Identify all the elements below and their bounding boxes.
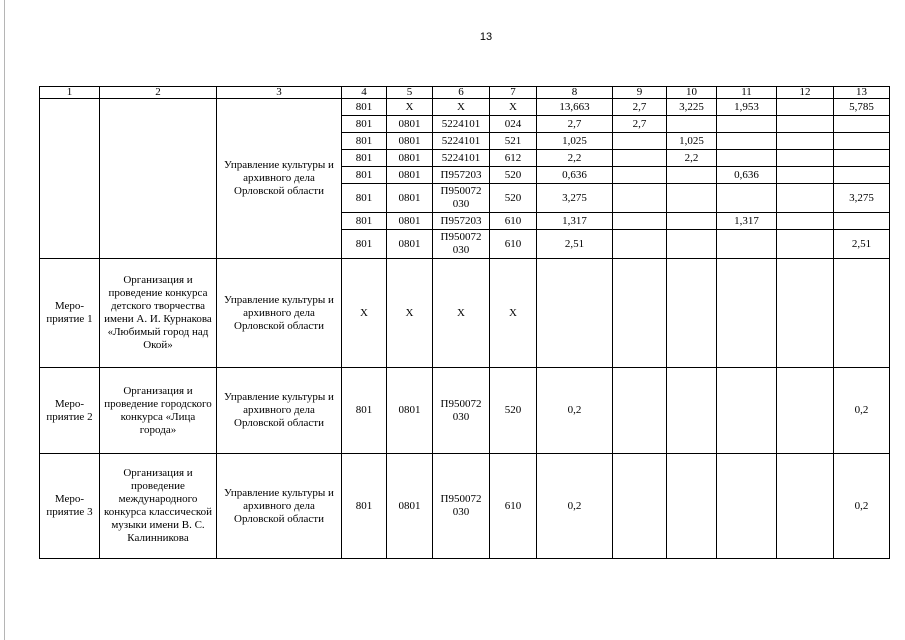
data-cell: 520 [490,184,537,213]
data-cell: 801 [342,133,387,150]
data-cell [717,368,777,454]
data-cell: 2,51 [834,230,890,259]
data-cell: 801 [342,184,387,213]
data-cell: 0,636 [537,167,613,184]
data-cell [834,167,890,184]
data-cell: X [490,259,537,368]
data-cell: 2,2 [537,150,613,167]
data-cell: П950072 030 [433,368,490,454]
data-cell [777,150,834,167]
data-cell [613,167,667,184]
data-cell: 521 [490,133,537,150]
data-cell [777,99,834,116]
data-cell [667,230,717,259]
data-cell: 801 [342,116,387,133]
data-cell: П957203 [433,167,490,184]
data-cell: 610 [490,213,537,230]
data-cell: 1,317 [537,213,613,230]
data-cell [717,230,777,259]
executor-cell: Управление культуры и архивного дела Орловской области [217,368,342,454]
header-cell: 9 [613,87,667,99]
data-cell [667,184,717,213]
data-cell: 2,51 [537,230,613,259]
data-cell: X [490,99,537,116]
data-cell [777,213,834,230]
data-cell: 801 [342,167,387,184]
data-cell: 1,025 [667,133,717,150]
data-cell [667,454,717,559]
measure-name-cell: Организация и проведение городского конкурса «Лица города» [100,368,217,454]
data-cell [717,150,777,167]
data-cell [777,230,834,259]
data-cell [777,259,834,368]
data-cell: 0,2 [834,368,890,454]
data-cell: 520 [490,368,537,454]
data-cell: 0801 [387,213,433,230]
data-cell [777,133,834,150]
data-cell [834,259,890,368]
data-cell: П950072 030 [433,184,490,213]
data-cell: 5,785 [834,99,890,116]
data-cell: 2,7 [537,116,613,133]
table-body [40,87,890,559]
header-cell: 10 [667,87,717,99]
data-cell [613,259,667,368]
data-cell [834,133,890,150]
data-cell: 5224101 [433,116,490,133]
header-cell: 12 [777,87,834,99]
data-cell: 0,2 [537,454,613,559]
data-cell [717,116,777,133]
data-cell [717,184,777,213]
data-cell [777,167,834,184]
data-cell: 0801 [387,116,433,133]
data-cell: 610 [490,230,537,259]
header-cell: 4 [342,87,387,99]
data-cell: 0,2 [834,454,890,559]
page-edge-line [4,0,5,640]
header-cell: 8 [537,87,613,99]
data-cell [717,259,777,368]
data-cell: 0,2 [537,368,613,454]
data-cell [613,368,667,454]
data-cell: 5224101 [433,133,490,150]
budget-table [39,86,890,559]
data-cell [667,259,717,368]
data-cell: 0801 [387,133,433,150]
data-cell [667,368,717,454]
header-cell: 2 [100,87,217,99]
data-cell: X [387,259,433,368]
data-cell [667,213,717,230]
data-cell [613,230,667,259]
measure-name-cell: Организация и проведение международного конкурса классической музыки имени В. С. Калинникова [100,454,217,559]
data-cell: 0801 [387,184,433,213]
data-cell: 2,7 [613,99,667,116]
data-cell [777,368,834,454]
data-cell: 0801 [387,454,433,559]
executor-cell: Управление культуры и архивного дела Орловской области [217,454,342,559]
data-cell: 1,317 [717,213,777,230]
data-cell: X [342,259,387,368]
measure-label-cell [40,99,100,259]
data-cell [777,184,834,213]
header-cell: 3 [217,87,342,99]
data-cell: 801 [342,213,387,230]
data-cell: 2,2 [667,150,717,167]
measure-name-cell: Организация и проведение конкурса детского творчества имени А. И. Курнакова «Любимый город над Окой» [100,259,217,368]
data-cell [613,454,667,559]
data-cell: 801 [342,368,387,454]
table-row [40,368,890,454]
data-cell: 2,7 [613,116,667,133]
data-cell: 3,225 [667,99,717,116]
data-cell [717,454,777,559]
measure-name-cell [100,99,217,259]
header-cell: 1 [40,87,100,99]
data-cell [537,259,613,368]
data-cell: 801 [342,150,387,167]
data-cell: X [433,99,490,116]
data-cell [717,133,777,150]
data-cell [613,133,667,150]
data-cell [777,454,834,559]
data-cell: 520 [490,167,537,184]
data-cell: 3,275 [834,184,890,213]
data-cell [667,116,717,133]
header-cell: 11 [717,87,777,99]
data-cell: 13,663 [537,99,613,116]
data-cell: 801 [342,99,387,116]
data-cell: 0,636 [717,167,777,184]
data-cell: X [387,99,433,116]
data-cell [777,116,834,133]
header-cell: 6 [433,87,490,99]
data-cell [834,213,890,230]
data-cell: 0801 [387,368,433,454]
data-cell [834,116,890,133]
data-cell [613,213,667,230]
measure-label-cell: Меро-приятие 1 [40,259,100,368]
header-cell: 5 [387,87,433,99]
data-cell: 801 [342,230,387,259]
data-cell [834,150,890,167]
data-cell: 1,953 [717,99,777,116]
header-row [40,87,890,99]
header-cell: 13 [834,87,890,99]
data-cell: 610 [490,454,537,559]
table-row [40,259,890,368]
measure-label-cell: Меро-приятие 3 [40,454,100,559]
data-cell: 0801 [387,167,433,184]
measure-label-cell: Меро-приятие 2 [40,368,100,454]
data-cell: 0801 [387,150,433,167]
data-cell [613,184,667,213]
table-row [40,99,890,116]
data-cell: 3,275 [537,184,613,213]
data-cell [613,150,667,167]
data-cell: X [433,259,490,368]
page-number: 13 [479,31,493,43]
data-cell: 612 [490,150,537,167]
executor-cell: Управление культуры и архивного дела Орловской области [217,99,342,259]
executor-cell: Управление культуры и архивного дела Орловской области [217,259,342,368]
data-cell: 1,025 [537,133,613,150]
data-cell: 801 [342,454,387,559]
header-cell: 7 [490,87,537,99]
data-cell: 0801 [387,230,433,259]
data-cell: 024 [490,116,537,133]
data-cell: П957203 [433,213,490,230]
table-row [40,454,890,559]
data-cell: 5224101 [433,150,490,167]
data-cell: П950072 030 [433,230,490,259]
data-cell: П950072 030 [433,454,490,559]
data-cell [667,167,717,184]
